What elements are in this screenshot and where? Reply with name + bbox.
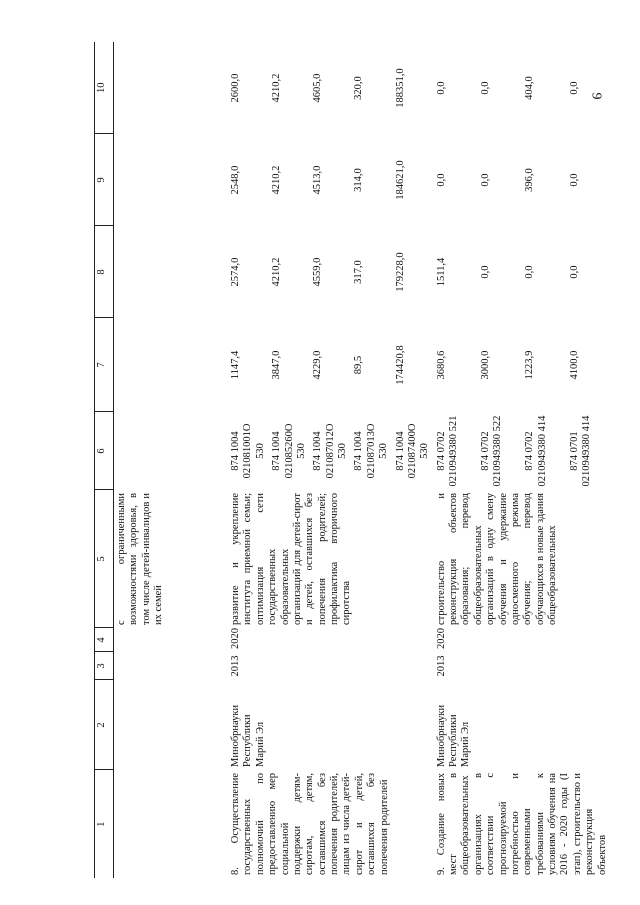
amount-col8: 4559,0 [312, 257, 324, 287]
amount-col10: 2600,0 [230, 73, 241, 103]
amount-col7: 4229,0 [312, 350, 324, 380]
amount-col10: 0,0 [568, 81, 580, 95]
budget-code: 874 1004 021087013О 530 [353, 423, 390, 479]
amount-col9: 396,0 [524, 168, 536, 192]
amount-col9: 314,0 [353, 168, 365, 192]
amount-col7: 3847,0 [271, 350, 283, 380]
amount-col7: 1223,9 [524, 350, 536, 380]
column-header: 3 [95, 652, 114, 680]
amount-col8: 0,0 [479, 265, 491, 279]
amount-col8: 2574,0 [230, 257, 241, 287]
budget-code: 874 1004 021085260О 530 [271, 423, 307, 479]
amount-col10: 4605,0 [312, 73, 324, 103]
amount-col7: 3000,0 [479, 350, 491, 380]
amount-col9: 0,0 [568, 173, 580, 187]
column-header: 10 [95, 42, 114, 134]
amount-col10: 404,0 [524, 76, 536, 100]
continuation-text: с ограниченными возможностями здоровья, в том числе детей-инвалидов и их семей [116, 493, 165, 625]
amount-col8: 0,0 [568, 265, 580, 279]
amount-col10: 0,0 [479, 81, 491, 95]
column-header: 5 [95, 490, 114, 628]
budget-code: 874 0701 0210949380 414 [568, 415, 592, 487]
amount-col10: 0,0 [435, 81, 447, 95]
amount-col8: 1511,4 [435, 257, 447, 287]
budget-code: 874 1004 021087012О 530 [312, 423, 348, 479]
column-header: 8 [95, 226, 114, 318]
table-row [228, 42, 269, 878]
continuation-row [114, 42, 229, 878]
program-measures-table [94, 42, 611, 878]
budget-code: 874 0702 0210949380 522 [479, 415, 504, 487]
budget-code: 874 1004 021087400О 530 [394, 423, 431, 479]
amount-col7: 174420,8 [394, 345, 406, 385]
measure-8-year-end: 2020 [230, 628, 241, 649]
amount-col8: 179228,0 [394, 252, 406, 292]
page-number: 9 [588, 92, 604, 100]
measure-9-year-start: 2013 [435, 655, 447, 677]
amount-col9: 0,0 [435, 173, 447, 187]
amount-col10: 320,0 [353, 76, 365, 100]
measure-9-year-end: 2020 [435, 628, 447, 649]
column-header: 6 [95, 412, 114, 490]
amount-col7: 3680,6 [435, 350, 447, 380]
measure-9-executor: Минобрнауки Республики Марий Эл [435, 704, 472, 767]
measure-8-result: развитие и укрепление института приемной семьи; оптимизация сети государственных образовательных организаций для детей-сирот и детей, оставшихся без попечения родителей; профилактика вторичного сиротства [230, 493, 353, 625]
column-header: 2 [95, 680, 114, 770]
budget-code: 874 1004 021081001О 530 [230, 423, 266, 479]
table-row [434, 42, 478, 878]
column-header: 1 [95, 770, 114, 878]
amount-col9: 2548,0 [230, 165, 241, 195]
column-header: 7 [95, 318, 114, 412]
amount-col10: 4210,2 [271, 73, 283, 103]
amount-col9: 4210,2 [271, 165, 283, 195]
column-header: 9 [95, 134, 114, 226]
amount-col8: 4210,2 [271, 257, 283, 287]
budget-code: 874 0702 0210949380 521 [435, 415, 459, 487]
amount-col7: 1147,4 [230, 350, 241, 380]
measure-8-name: 8. Осуществление государственных полномочий по предоставлению мер социальной поддержки детям-сиротам, детям, оставшимся без попечения родителей, лицам из числа детей-сирот и детей, оставшихся без попечения родителей [230, 773, 390, 875]
measure-8-year-start: 2013 [230, 655, 241, 677]
budget-code: 874 0702 0210949380 414 [524, 415, 548, 487]
amount-col9: 0,0 [479, 173, 491, 187]
column-header: 4 [95, 628, 114, 652]
amount-col10: 188351,0 [394, 68, 406, 108]
column-number-row [95, 42, 114, 878]
amount-col7: 4100,0 [568, 350, 580, 380]
measure-9-result: строительство и реконструкция объектов образования; перевод общеобразовательных организаций в одну смену обучения и удержание односменного режима обучения; перевод обучающихся в новые здания общеобразовательных [435, 493, 558, 625]
amount-col9: 184621,0 [394, 160, 406, 200]
amount-col8: 317,0 [353, 260, 365, 284]
measure-8-executor: Минобрнауки Республики Марий Эл [230, 704, 266, 767]
rotated-table-container [94, 42, 608, 878]
measure-9-name: 9. Создание новых мест в общеобразовательных организациях в соответствии с прогнозируемой потребностью и современными требованиями к условиям обучения на 2016 - 2020 годы (I этап), строительство и реконструкция объектов [435, 773, 608, 875]
amount-col9: 4513,0 [312, 165, 324, 195]
amount-col7: 89,5 [353, 355, 365, 375]
amount-col8: 0,0 [524, 265, 536, 279]
